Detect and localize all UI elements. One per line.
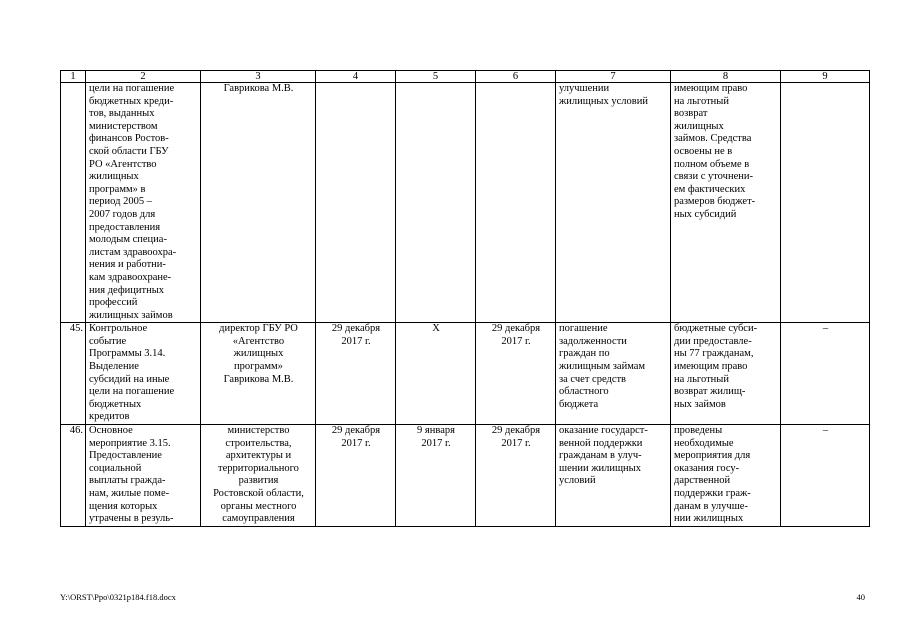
activity-name: Основное мероприятие 3.15. Предоставление социальной выплаты гражда- нам, жилые поме- щения которых утрачены в резуль- — [86, 425, 201, 527]
row-number: 46. — [61, 425, 86, 527]
column-number: 9 — [781, 71, 870, 83]
report-table — [60, 70, 870, 527]
column-number: 1 — [61, 71, 86, 83]
planned-result: погашение задолженности граждан по жилищным займам за счет средств областного бюджета — [556, 323, 671, 425]
table-row — [61, 83, 870, 323]
column-number: 8 — [671, 71, 781, 83]
planned-end-date: 9 января 2017 г. — [396, 425, 476, 527]
table-row — [61, 323, 870, 425]
start-date: 29 декабря 2017 г. — [316, 425, 396, 527]
activity-name: цели на погашение бюджетных креди- тов, выданных министерством финансов Ростов- ской области ГБУ РО «Агентство жилищных программ» в период 2005 – 2007 годов для предоставления молодым специа- листам здравоохра- нения и работни- кам здравоохране- ния дефицитных профессий жилищных займов — [86, 83, 201, 323]
note: – — [781, 323, 870, 425]
row-number — [61, 83, 86, 323]
table-row — [61, 425, 870, 527]
actual-end-date — [476, 83, 556, 323]
actual-end-date: 29 декабря 2017 г. — [476, 323, 556, 425]
footer-file-path: Y:\ORST\Ppo\0321p184.f18.docx — [60, 592, 176, 602]
column-number: 2 — [86, 71, 201, 83]
actual-result: проведены необходимые мероприятия для оказания госу- дарственной поддержки граж- данам в улучше- нии жилищных — [671, 425, 781, 527]
column-number: 7 — [556, 71, 671, 83]
column-number: 4 — [316, 71, 396, 83]
planned-result: улучшении жилищных условий — [556, 83, 671, 323]
actual-result: бюджетные субси- дии предоставле- ны 77 гражданам, имеющим право на льготный возврат жилищ- ных займов — [671, 323, 781, 425]
column-number: 6 — [476, 71, 556, 83]
column-number-row — [61, 71, 870, 83]
responsible-executor: министерство строительства, архитектуры и территориального развития Ростовской области, органы местного самоуправления — [201, 425, 316, 527]
planned-end-date: Х — [396, 323, 476, 425]
row-number: 45. — [61, 323, 86, 425]
planned-result: оказание государст- венной поддержки гражданам в улуч- шении жилищных условий — [556, 425, 671, 527]
start-date — [316, 83, 396, 323]
responsible-executor: Гаврикова М.В. — [201, 83, 316, 323]
actual-end-date: 29 декабря 2017 г. — [476, 425, 556, 527]
footer-page-number: 40 — [856, 592, 865, 602]
responsible-executor: директор ГБУ РО «Агентство жилищных программ» Гаврикова М.В. — [201, 323, 316, 425]
activity-name: Контрольное событие Программы 3.14. Выделение субсидий на иные цели на погашение бюджетных кредитов — [86, 323, 201, 425]
column-number: 5 — [396, 71, 476, 83]
actual-result: имеющим право на льготный возврат жилищных займов. Средства освоены не в полном объеме в связи с уточнени- ем фактических размеров бюджет- ных субсидий — [671, 83, 781, 323]
planned-end-date — [396, 83, 476, 323]
note: – — [781, 425, 870, 527]
note — [781, 83, 870, 323]
column-number: 3 — [201, 71, 316, 83]
start-date: 29 декабря 2017 г. — [316, 323, 396, 425]
